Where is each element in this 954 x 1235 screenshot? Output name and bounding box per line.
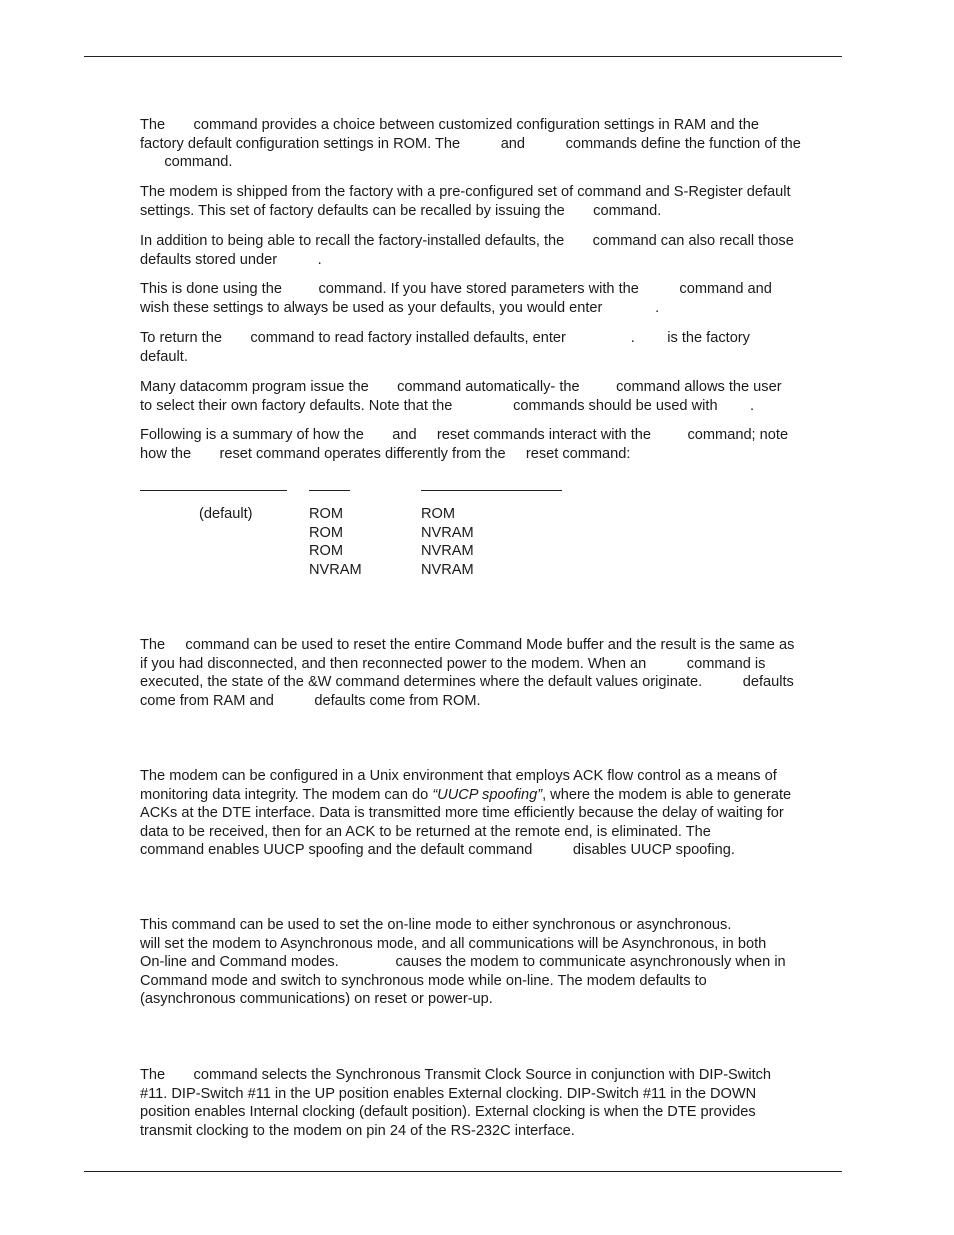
- text-line: This is done using the command. If you have stored parameters with the command and: [140, 281, 772, 297]
- reset-summary-table: [140, 480, 570, 580]
- text-line: command.: [140, 154, 233, 171]
- text-line: ACKs at the DTE interface. Data is transmitted more time efficiently because the delay of waiting for: [140, 805, 784, 822]
- paragraph-reset: [140, 636, 845, 710]
- text-line: The command can be used to reset the entire Command Mode buffer and the result is the same as: [140, 637, 795, 653]
- text-line: data to be received, then for an ACK to be returned at the remote end, is eliminated. The: [140, 823, 711, 840]
- table-cell: NVRAM: [421, 524, 474, 541]
- text-line: This command can be used to set the on-line mode to either synchronous or asynchronous.: [140, 917, 732, 933]
- text-line: #11. DIP-Switch #11 in the UP position enables External clocking. DIP-Switch #11 in the DOWN: [140, 1085, 757, 1102]
- table-cell: ROM: [309, 524, 344, 541]
- table-cell: (default): [199, 506, 253, 522]
- text-line: executed, the state of the &W command determines where the default values originate. defaults: [140, 674, 794, 691]
- text-line: default.: [140, 348, 188, 365]
- table-header-rule: [421, 490, 562, 491]
- text-line: In addition to being able to recall the factory-installed defaults, the command can also recall those: [140, 233, 794, 249]
- table-cell: ROM: [309, 543, 344, 560]
- text-line: to select their own factory defaults. Note that the commands should be used with .: [140, 397, 755, 414]
- text-line: come from RAM and defaults come from ROM.: [140, 692, 481, 709]
- paragraph-intro: [140, 116, 845, 172]
- table-cell: NVRAM: [309, 561, 362, 578]
- paragraph-clock: [140, 1066, 845, 1140]
- paragraph-done: [140, 280, 845, 317]
- text-line: The modem is shipped from the factory with a pre-configured set of command and S-Register default: [140, 184, 791, 200]
- text-line: command enables UUCP spoofing and the default command disables UUCP spoofing.: [140, 842, 735, 859]
- paragraph-recall: [140, 232, 845, 269]
- text-line: Following is a summary of how the and reset commands interact with the command; note: [140, 427, 789, 443]
- text-line: factory default configuration settings in ROM. The and commands define the function of the: [140, 135, 801, 152]
- text-line: wish these settings to always be used as your defaults, you would enter .: [140, 299, 660, 316]
- text-line: will set the modem to Asynchronous mode, and all communications will be Asynchronous, in both: [140, 935, 767, 952]
- text-line: On-line and Command modes. causes the modem to communicate asynchronously when in: [140, 954, 786, 971]
- text-line: Many datacomm program issue the command automatically- the command allows the user: [140, 379, 782, 395]
- text-line: The command provides a choice between customized configuration settings in RAM and the: [140, 117, 759, 133]
- paragraph-sync: [140, 916, 845, 1009]
- paragraph-summary: [140, 426, 845, 463]
- text-line: To return the command to read factory installed defaults, enter . is the factory: [140, 330, 750, 346]
- text-line: position enables Internal clocking (default position). External clocking is when the DTE provides: [140, 1104, 756, 1121]
- table-cell: ROM: [309, 506, 344, 522]
- paragraph-datacomm: [140, 378, 845, 415]
- footer-rule: [84, 1171, 842, 1172]
- table-cell: ROM: [421, 506, 456, 522]
- paragraph-shipped: [140, 183, 845, 220]
- text-line: Command mode and switch to synchronous mode while on-line. The modem defaults to: [140, 972, 707, 989]
- table-header-rule: [309, 490, 350, 491]
- text-line: transmit clocking to the modem on pin 24 of the RS-232C interface.: [140, 1122, 575, 1139]
- table-cell: NVRAM: [421, 561, 474, 578]
- header-rule: [84, 56, 842, 57]
- text-line: (asynchronous communications) on reset or power-up.: [140, 991, 493, 1008]
- text-line: if you had disconnected, and then reconnected power to the modem. When an command is: [140, 655, 766, 672]
- text-line: how the reset command operates differently from the reset command:: [140, 445, 631, 462]
- paragraph-return: [140, 329, 845, 366]
- table-header-rule: [140, 490, 287, 491]
- table-cell: NVRAM: [421, 543, 474, 560]
- paragraph-uucp: [140, 767, 845, 860]
- text-line: The command selects the Synchronous Transmit Clock Source in conjunction with DIP-Switch: [140, 1067, 772, 1083]
- text-line: The modem can be configured in a Unix environment that employs ACK flow control as a means of: [140, 768, 777, 784]
- text-line: monitoring data integrity. The modem can do “UUCP spoofing”, where the modem is able to generate: [140, 786, 792, 803]
- text-line: settings. This set of factory defaults can be recalled by issuing the command.: [140, 202, 662, 219]
- text-line: defaults stored under .: [140, 251, 322, 268]
